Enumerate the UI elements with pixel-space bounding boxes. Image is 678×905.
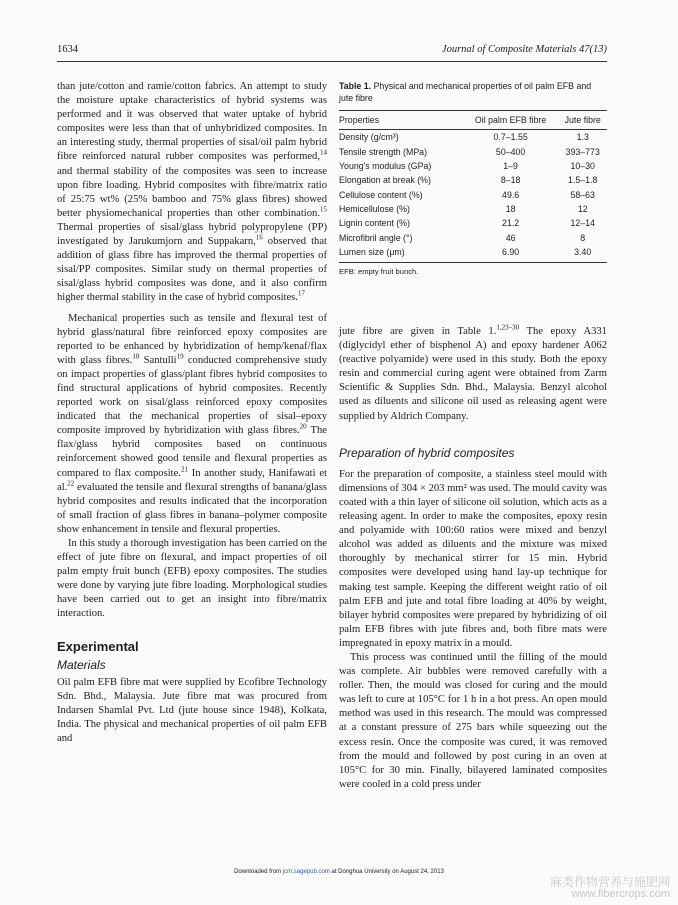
table-row: Tensile strength (MPa) 50–400 393–773	[339, 146, 600, 157]
properties-table	[339, 110, 607, 263]
paragraph-intro-3: In this study a thorough investigation has been carried on the effect of jute fibre on flexural, and impact properties of oil palm empty fruit bunch (EFB) epoxy composites. The studies were done by varying jute fibre loading. Morphological studies have been carried out to get an insight into fibre/matrix interaction.	[57, 538, 327, 620]
table-header-cell: Properties	[339, 111, 463, 130]
table-row: Microfibril angle (°) 46 8	[339, 232, 586, 243]
watermark-chinese: 麻类作物营养与施肥网	[549, 875, 670, 889]
right-column	[339, 325, 607, 792]
table-1	[339, 80, 607, 276]
table-row: Lumen size (μm) 6.90 3.40	[339, 245, 607, 263]
table-row: Young's modulus (GPa) 1–9 10–30	[339, 160, 595, 171]
table-row: Hemicellulose (%) 18 12	[339, 204, 588, 215]
paragraph-materials-cont: jute fibre are given in Table 1.$^{1,23-30}$ The epoxy A331 (diglycidyl ether of bisphenol A) and epoxy hardener A062 (reactive polyamide) were used in this study. Both the epoxy resin and commercial curing agent were obtained from Zarm Scientific & Supplies Sdn. Bhd., Malaysia. Benzyl alcohol used as diluents and silicone oil used as releasing agent were supplied by Aldrich Company.	[339, 323, 607, 422]
table-row: Lignin content (%) 21.2 12–14	[339, 218, 595, 229]
subsection-heading-preparation: Preparation of hybrid composites	[339, 445, 515, 460]
table-header-row	[339, 111, 607, 130]
table-header-cell: Jute fibre	[558, 111, 607, 130]
paragraph-materials: Oil palm EFB fibre mat were supplied by Ecofibre Technology Sdn. Bhd., Malaysia. Jute fibre mat was procured from Indarsen Shamlal Pvt. Ltd (jute house since 1948), Kolkata, India. The physical and mechanical properties of oil palm EFB and	[57, 676, 327, 745]
header-rule	[57, 61, 607, 62]
table-row: Cellulose content (%) 49.6 58–63	[339, 189, 595, 200]
footer-link[interactable]: jcm.sagepub.com	[282, 869, 330, 875]
download-footer: Downloaded from jcm.sagepub.com at Donghua University on August 24, 2013	[234, 869, 444, 875]
paragraph-preparation-1: For the preparation of composite, a stainless steel mould with dimensions of 304 × 203 mm² was used. The mould cavity was coated with a thin layer of silicone oil solution, which acts as a releasing agent. In order to make the composites, epoxy resin and polyamide with 100:60 ratios were mixed and benzyl alcohol was added as diluents and the mixture was mixed thoroughly by mechanical stirrer for 15 min. Hybrid composites were developed using hand lay-up technique for making test sample. Keeping the different weight ratio of oil palm EFB and jute and total fibre loading at 40% by weight, bilayer hybrid composites were prepared by hybridizing of oil palm EFB fibres with jute fibres and, both fibre mats were impregnated in epoxy matrix in a mould.	[339, 468, 607, 649]
page-number: 1634	[57, 44, 78, 55]
left-column	[57, 80, 327, 746]
paragraph-intro-1: than jute/cotton and ramie/cotton fabrics. An attempt to study the moisture uptake characteristics of hybrid systems was performed and it was observed that water uptake of hybrid composites were less than that of unhybridized composites. In an interesting study, thermal properties of sisal/oil palm hybrid fibre reinforced natural rubber composites was performed,$^{14}$ and thermal stability of the composites was seen to increase upon fibre loading. Hybrid composites with fibre/matrix ratio of 25:75 wt% (25% bamboo and 75% glass fibres) showed better physiomechanical properties than other combination.$^{15}$ Thermal properties of sisal/glass hybrid polypropylene (PP) investigated by Jarukumjorn and Suppakarn,$^{16}$ observed that addition of glass fibre has improved the thermal properties of sisal/PP composites. Similar study on thermal properties of sisal/glass hybrid composites was done, and it also confirm higher thermal stability in the case of hybrid composites.$^{17}$	[57, 81, 327, 304]
table-row: Elongation at break (%) 8–18 1.5–1.8	[339, 175, 598, 186]
table-header-cell: Oil palm EFB fibre	[463, 111, 559, 130]
subsection-heading-materials: Materials	[57, 657, 106, 672]
table-row: Density (g/cm³) 0.7–1.55 1.3	[339, 132, 589, 143]
paragraph-intro-2: Mechanical properties such as tensile and flexural test of hybrid glass/natural fibre reinforced epoxy composites are reported to be enhanced by hybridization of hemp/kenaf/flax with glass fibres.$^{18}$ Santulli$^{19}$ conducted comprehensive study on impact properties of glass/plant fibres hybrid composites to find structural applications of hybrid composites. Recently reported work on sisal/glass reinforced epoxy composites indicated that the mechanical properties of sisal–epoxy composite improved by hybridization with glass fibres.$^{20}$ The flax/glass hybrid composites based on continuous reinforcement showed good tensile and flexural properties as compared to flax composite.$^{21}$ In another study, Hanifawati et al.$^{22}$ evaluated the tensile and flexural strengths of banana/glass hybrid composites and results indicated that the incorporation of small fraction of glass fibres in banana–polymer composite show enhancement in tensile and flexural properties.	[57, 312, 328, 535]
page-header	[57, 44, 607, 60]
table-caption: Table 1. Physical and mechanical properties of oil palm EFB and jute fibre	[339, 81, 592, 103]
watermark-url: www.fibercrops.com	[571, 888, 670, 900]
paragraph-preparation-2: This process was continued until the filling of the mould was complete. Air bubbles were removed carefully with a roller. Then, the mould was closed for curing and the mould was left to cure at 105°C for 1 h in a hot press. An open mould method was used in this research. The mould was compressed at a constant pressure of 275 bars while squeezing out the excess resin. Once the composite was cured, it was removed from the mould and followed by post curing in an oven at 105°C for 30 min. Finally, bilayered laminated composites were cooled in a cold press under	[339, 651, 607, 790]
section-heading-experimental: Experimental	[57, 638, 139, 654]
journal-title: Journal of Composite Materials 47(13)	[441, 44, 607, 55]
table-footnote: EFB: empty fruit bunch.	[339, 267, 419, 277]
